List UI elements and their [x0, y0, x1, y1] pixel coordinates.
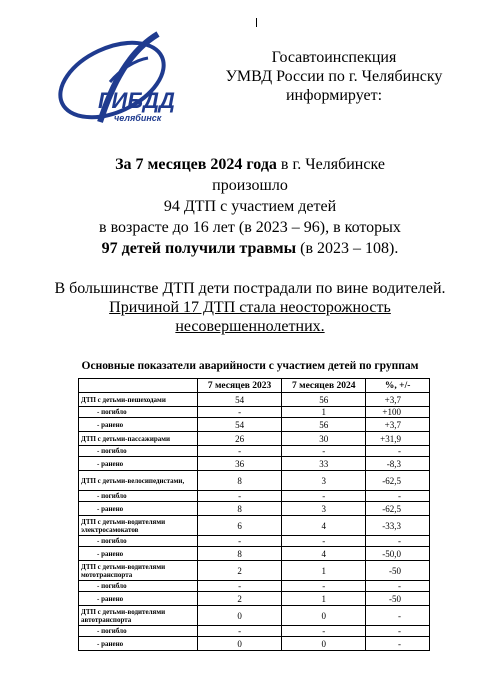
- header-line: УМВД России по г. Челябинску: [225, 68, 443, 85]
- row-label: - ранено: [79, 592, 198, 606]
- value-2024: 30: [282, 432, 366, 446]
- value-2024: -: [282, 581, 366, 592]
- value-2024: -: [282, 536, 366, 547]
- percent-change: -: [366, 581, 430, 592]
- table-row: [79, 547, 430, 561]
- row-label: - ранено: [79, 457, 198, 471]
- table-row: [79, 407, 430, 418]
- lead-injured: 97 детей получили травмы: [101, 240, 297, 257]
- table-row: [79, 502, 430, 516]
- table-row-group: [79, 432, 430, 446]
- row-label: - ранено: [79, 418, 198, 432]
- value-2024: -: [282, 626, 366, 637]
- value-2023: 0: [198, 637, 282, 651]
- table-row-group: [79, 393, 430, 407]
- percent-change: +3,7: [366, 393, 430, 407]
- table-row-group: [79, 561, 430, 581]
- value-2023: 8: [198, 471, 282, 491]
- text-cursor: [256, 18, 257, 27]
- accident-stats-table: [78, 378, 430, 651]
- lead-line: [40, 238, 460, 259]
- row-label: ДТП с детьми-водителями мототранспорта: [79, 561, 198, 581]
- value-2024: -: [282, 491, 366, 502]
- column-header: %, +/-: [366, 379, 430, 393]
- percent-change: -50: [366, 561, 430, 581]
- header: [194, 48, 474, 105]
- row-label: - ранено: [79, 547, 198, 561]
- table-row-group: [79, 471, 430, 491]
- value-2024: 0: [282, 637, 366, 651]
- value-2024: 56: [282, 393, 366, 407]
- table-row-group: [79, 516, 430, 536]
- row-label: - погибло: [79, 536, 198, 547]
- table-row: [79, 491, 430, 502]
- logo-city-text: челябинск: [114, 113, 162, 123]
- row-label: ДТП с детьми-пассажирами: [79, 432, 198, 446]
- header-line: информирует:: [285, 87, 383, 104]
- lead-line: произошло: [212, 177, 288, 194]
- value-2023: 54: [198, 418, 282, 432]
- table-row: [79, 536, 430, 547]
- row-label: - ранено: [79, 502, 198, 516]
- percent-change: +3,7: [366, 418, 430, 432]
- value-2024: 3: [282, 502, 366, 516]
- summary-underlined: Причиной 17 ДТП стала неосторожность несовершеннолетних.: [109, 299, 391, 335]
- percent-change: -: [366, 637, 430, 651]
- percent-change: -62,5: [366, 502, 430, 516]
- gibdd-logo: [40, 30, 190, 125]
- value-2023: -: [198, 491, 282, 502]
- percent-change: +100: [366, 407, 430, 418]
- percent-change: -: [366, 606, 430, 626]
- value-2024: 1: [282, 592, 366, 606]
- value-2023: -: [198, 407, 282, 418]
- value-2024: 1: [282, 561, 366, 581]
- value-2023: -: [198, 626, 282, 637]
- row-label: - ранено: [79, 637, 198, 651]
- value-2024: -: [282, 446, 366, 457]
- column-header: 7 месяцев 2024: [282, 379, 366, 393]
- percent-change: -: [366, 446, 430, 457]
- value-2023: 2: [198, 561, 282, 581]
- summary-text: В большинстве ДТП дети пострадали по вине водителей.: [54, 280, 446, 297]
- lead-period: За 7 месяцев 2024 года: [115, 156, 277, 173]
- percent-change: -50,0: [366, 547, 430, 561]
- row-label: ДТП с детьми-водителями электросамокатов: [79, 516, 198, 536]
- row-label: - погибло: [79, 626, 198, 637]
- value-2023: 6: [198, 516, 282, 536]
- lead-line: 94 ДТП с участием детей: [163, 198, 337, 215]
- row-label: - погибло: [79, 491, 198, 502]
- summary-paragraph: [40, 279, 460, 336]
- lead-injured-compare: (в 2023 – 108).: [296, 240, 399, 257]
- column-header: 7 месяцев 2023: [198, 379, 282, 393]
- row-label: - погибло: [79, 407, 198, 418]
- logo-brand-text: ГИБДД: [98, 88, 175, 113]
- value-2023: -: [198, 581, 282, 592]
- table-row: [79, 446, 430, 457]
- value-2024: 3: [282, 471, 366, 491]
- value-2024: 1: [282, 407, 366, 418]
- value-2024: 33: [282, 457, 366, 471]
- row-label: ДТП с детьми-водителями автотранспорта: [79, 606, 198, 626]
- row-label: - погибло: [79, 581, 198, 592]
- value-2023: 0: [198, 606, 282, 626]
- table-row: [79, 592, 430, 606]
- percent-change: -62,5: [366, 471, 430, 491]
- table-header-row: [79, 379, 430, 393]
- percent-change: -: [366, 536, 430, 547]
- table-row: [79, 626, 430, 637]
- value-2024: 4: [282, 547, 366, 561]
- percent-change: -: [366, 491, 430, 502]
- row-label: - погибло: [79, 446, 198, 457]
- percent-change: -33,3: [366, 516, 430, 536]
- value-2023: 2: [198, 592, 282, 606]
- percent-change: -8,3: [366, 457, 430, 471]
- value-2024: 56: [282, 418, 366, 432]
- header-line: Госавтоинспекция: [271, 49, 397, 66]
- value-2023: 54: [198, 393, 282, 407]
- table-caption: Основные показатели аварийности с участием детей по группам: [81, 360, 419, 372]
- percent-change: -: [366, 626, 430, 637]
- lead-line: в возрасте до 16 лет (в 2023 – 96), в которых: [99, 219, 401, 236]
- row-label: ДТП с детьми-пешеходами: [79, 393, 198, 407]
- column-header: [79, 379, 198, 393]
- table-row-group: [79, 606, 430, 626]
- table-row: [79, 457, 430, 471]
- value-2023: -: [198, 536, 282, 547]
- table-row: [79, 418, 430, 432]
- table-row: [79, 637, 430, 651]
- value-2023: -: [198, 446, 282, 457]
- value-2023: 36: [198, 457, 282, 471]
- lead-block: [40, 154, 460, 259]
- value-2024: 4: [282, 516, 366, 536]
- table-row: [79, 581, 430, 592]
- row-label: ДТП с детьми-велосипедистами,: [79, 471, 198, 491]
- value-2024: 0: [282, 606, 366, 626]
- lead-line: [40, 154, 460, 175]
- value-2023: 8: [198, 502, 282, 516]
- lead-city: в г. Челябинске: [276, 156, 385, 173]
- value-2023: 8: [198, 547, 282, 561]
- value-2023: 26: [198, 432, 282, 446]
- percent-change: -50: [366, 592, 430, 606]
- percent-change: +31,9: [366, 432, 430, 446]
